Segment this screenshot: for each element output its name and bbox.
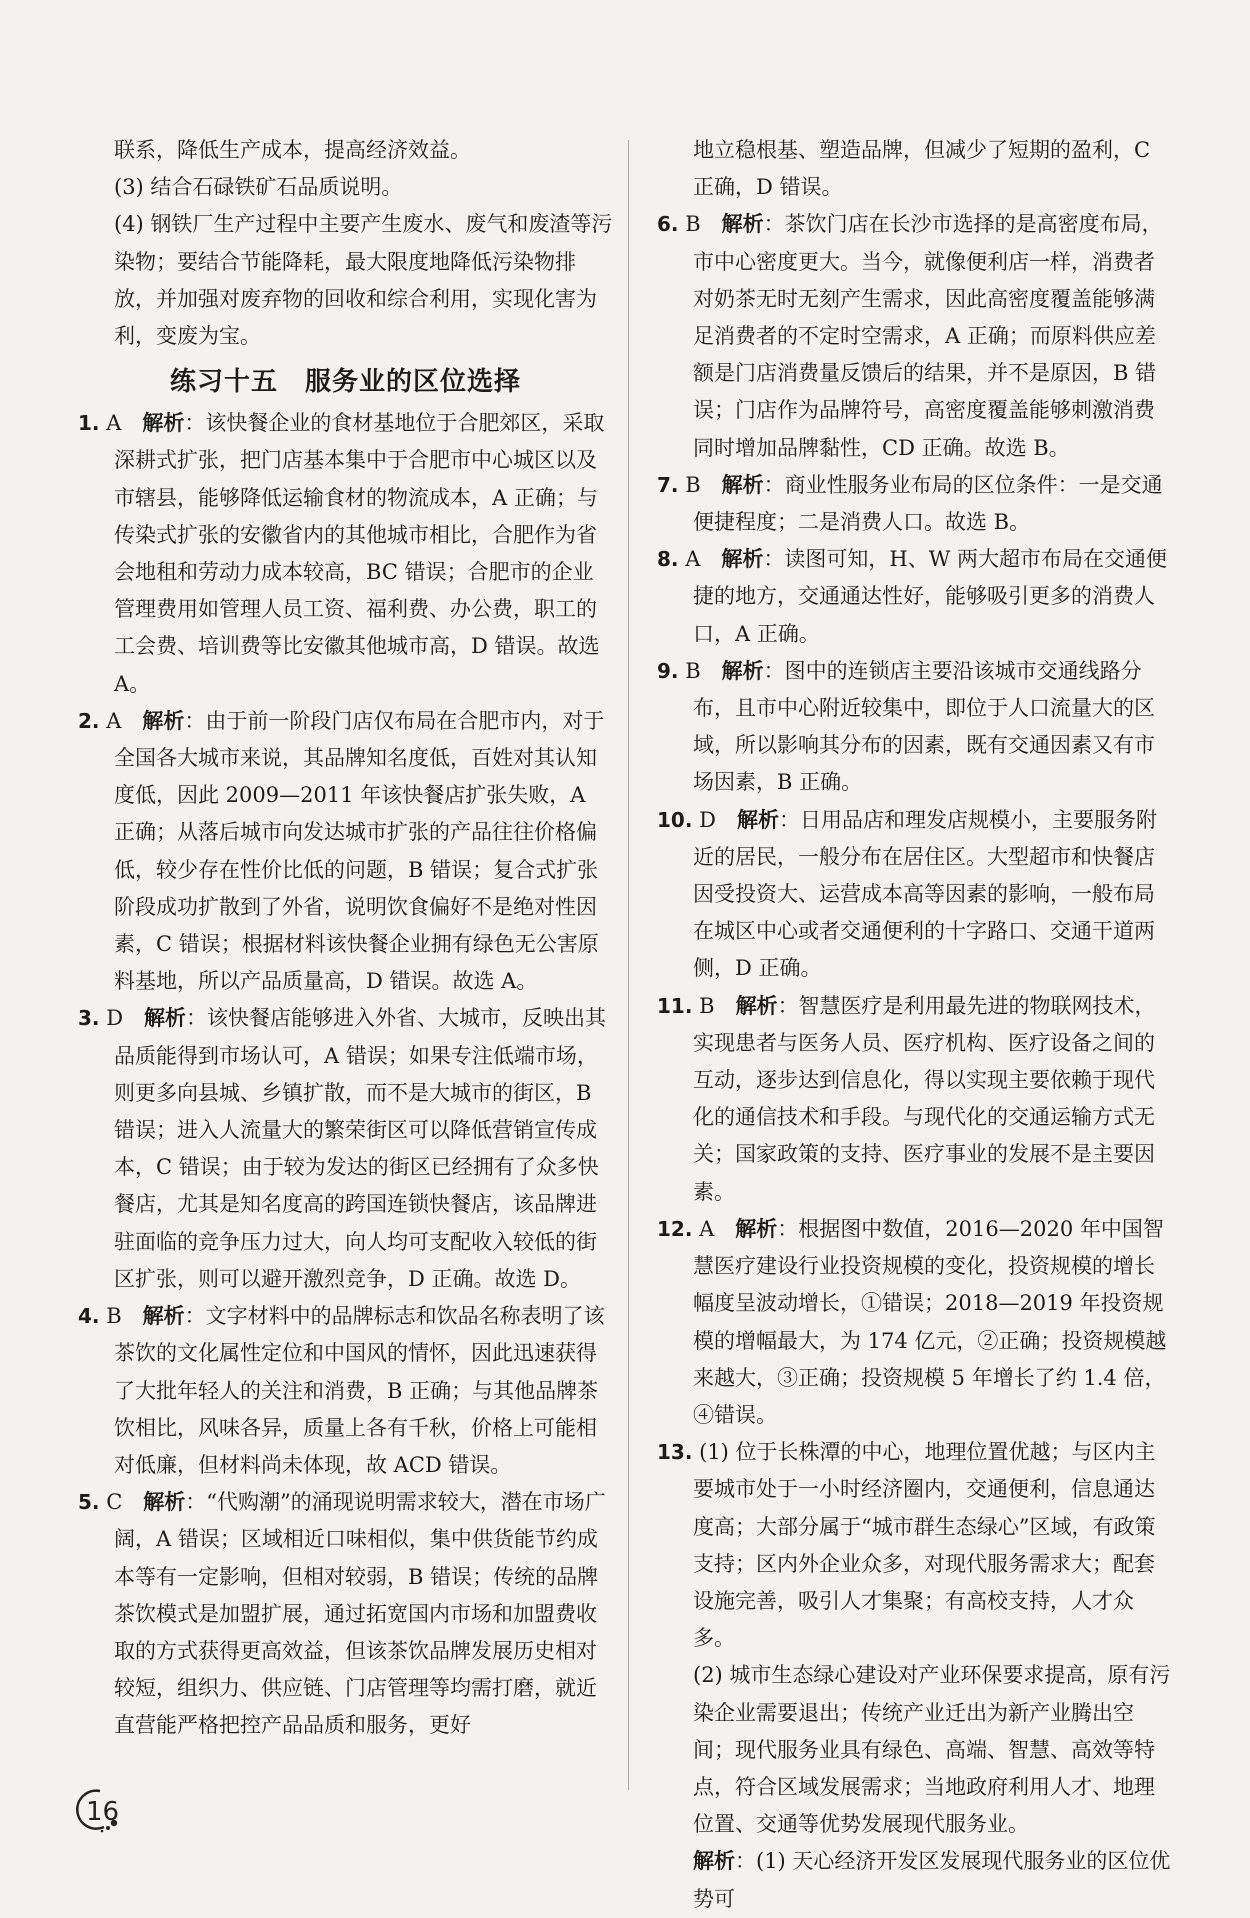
answer-9 <box>657 653 1175 802</box>
question-number: 1. <box>78 411 100 436</box>
answer-7 <box>657 467 1175 541</box>
question-number: 7. <box>657 472 679 497</box>
answer-letter: B <box>106 1304 122 1329</box>
answer-11 <box>657 988 1175 1211</box>
left-column <box>78 132 613 1745</box>
answer-letter: B <box>685 658 701 683</box>
question-number: 13. <box>657 1440 693 1465</box>
analysis-label: 解析 <box>142 708 185 733</box>
answer-13 <box>657 1434 1175 1657</box>
question-number: 10. <box>657 807 693 832</box>
solution-note <box>657 1843 1175 1917</box>
question-number: 12. <box>657 1216 693 1241</box>
question-number: 3. <box>78 1006 100 1031</box>
analysis-label: 解析 <box>143 1490 186 1515</box>
analysis-text: ：智慧医疗是利用最先进的物联网技术，实现患者与医务人员、医疗机构、医疗设备之间的互动，逐步达到信息化，得以实现主要依赖于现代化的通信技术和手段。与现代化的交通运输方式无关；国家政策的支持、医疗事业的发展不是主要因素。 <box>693 993 1156 1204</box>
analysis-label: 解析 <box>735 1216 778 1241</box>
answer-continuation: 联系，降低生产成本，提高经济效益。 <box>114 138 471 162</box>
answer-10 <box>657 802 1175 988</box>
answer-sub-4: (4) 钢铁厂生产过程中主要产生废水、废气和废渣等污染物；要结合节能降耗，最大限度地降低污染物排放，并加强对废弃物的回收和综合利用，实现化害为利，变废为宝。 <box>114 212 613 349</box>
analysis-text: ：由于前一阶段门店仅布局在合肥市内，对于全国各大城市来说，其品牌知名度低，百姓对其认知度低，因此 2009—2011 年该快餐店扩张失败，A 正确；从落后城市向发达城市扩张的产品往往价格偏低，较少存在性价比低的问题，B 错误；复合式扩张阶段成功扩散到了外省，说明饮食偏好不是绝对性因素，C 错误；根据材料该快餐企业拥有绿色无公害原料基地，所以产品质量高，D 错误。故选 A。 <box>114 708 605 994</box>
analysis-text: ：该快餐企业的食材基地位于合肥郊区，采取深耕式扩张，把门店基本集中于合肥市中心城区以及市辖县，能够降低运输食材的物流成本，A 正确；与传染式扩张的安徽省内的其他城市相比，合肥作为省会地租和劳动力成本较高，BC 错误；合肥市的企业管理费用如管理人员工资、福利费、办公费，职工的工会费、培训费等比安徽其他城市高，D 错误。故选 A。 <box>114 411 605 696</box>
analysis-text: ：文字材料中的品牌标志和饮品名称表明了该茶饮的文化属性定位和中国风的情怀，因此迅速获得了大批年轻人的关注和消费，B 正确；与其他品牌茶饮相比，风味各异，质量上各有千秋，价格上可能相对低廉，但材料尚未体现，故 ACD 错误。 <box>114 1304 605 1477</box>
analysis-text: ：图中的连锁店主要沿该城市交通线路分布，且市中心附近较集中，即位于人口流量大的区域，所以影响其分布的因素，既有交通因素又有市场因素，B 正确。 <box>693 658 1155 795</box>
question-number: 5. <box>78 1490 100 1515</box>
analysis-label: 解析 <box>721 658 764 683</box>
analysis-text: ：读图可知，H、W 两大超市布局在交通便捷的地方，交通通达性好，能够吸引更多的消费人口，A 正确。 <box>693 547 1167 646</box>
answer-letter: D <box>106 1006 124 1031</box>
answer-4 <box>78 1298 613 1484</box>
question-number: 8. <box>657 547 679 572</box>
column-divider <box>628 140 629 1790</box>
analysis-label: 解析 <box>721 212 764 237</box>
page-number-badge <box>70 1787 128 1833</box>
answer-letter: D <box>699 807 716 832</box>
answer-1 <box>78 405 613 703</box>
answer-letter: A <box>699 1216 715 1241</box>
analysis-label: 解析 <box>693 1849 735 1874</box>
answer-5-continuation: 地立稳根基、塑造品牌，但减少了短期的盈利，C 正确，D 错误。 <box>693 138 1151 200</box>
analysis-label: 解析 <box>736 807 779 832</box>
analysis-label: 解析 <box>721 472 764 497</box>
question-number: 2. <box>78 708 100 733</box>
analysis-label: 解析 <box>721 547 764 572</box>
analysis-label: 解析 <box>735 993 778 1018</box>
answer-letter: B <box>685 212 701 237</box>
answer-3 <box>78 1000 613 1298</box>
answer-letter: A <box>685 547 701 572</box>
analysis-text: ：(1) 天心经济开发区发展现代服务业的区位优势可 <box>693 1849 1171 1911</box>
answer-letter: A <box>106 411 122 436</box>
answer-5 <box>78 1484 613 1744</box>
analysis-text: ：日用品店和理发店规模小，主要服务附近的居民，一般分布在居住区。大型超市和快餐店因受投资大、运营成本高等因素的影响，一般布局在城区中心或者交通便利的十字路口、交通干道两侧，D 正确。 <box>693 807 1157 981</box>
answer-6 <box>657 206 1175 466</box>
question-number: 11. <box>657 993 693 1018</box>
analysis-label: 解析 <box>142 1304 185 1329</box>
answer-letter: B <box>685 472 701 497</box>
question-number: 4. <box>78 1304 100 1329</box>
question-number: 6. <box>657 212 679 237</box>
answer-13-part-2: (2) 城市生态绿心建设对产业环保要求提高，原有污染企业需要退出；传统产业迁出为新产业腾出空间；现代服务业具有绿色、高端、智慧、高效等特点，符合区域发展需求；当地政府利用人才、地理位置、交通等优势发展现代服务业。 <box>693 1663 1171 1837</box>
answer-text: (1) 位于长株潭的中心，地理位置优越；与区内主要城市处于一小时经济圈内，交通便利，信息通达度高；大部分属于“城市群生态绿心”区域，有政策支持；区内外企业众多，对现代服务需求大；配套设施完善，吸引人才集聚；有高校支持，人才众多。 <box>693 1440 1156 1651</box>
page-number: 16 <box>86 1797 120 1827</box>
analysis-label: 解析 <box>144 1006 187 1031</box>
answer-letter: B <box>699 993 715 1018</box>
answer-sub-3: (3) 结合石碌铁矿石品质说明。 <box>114 175 403 200</box>
answer-12 <box>657 1211 1175 1434</box>
analysis-label: 解析 <box>142 411 185 436</box>
analysis-text: ：“代购潮”的涌现说明需求较大，潜在市场广阔，A 错误；区域相近口味相似，集中供货能节约成本等有一定影响，但相对较弱，B 错误；传统的品牌茶饮模式是加盟扩展，通过拓宽国内市场和加盟费收取的方式获得更高效益，但该茶饮品牌发展历史相对较短，组织力、供应链、门店管理等均需打磨，就近直营能严格把控产品品质和服务，更好 <box>114 1490 606 1738</box>
analysis-text: ：该快餐店能够进入外省、大城市，反映出其品质能得到市场认可，A 错误；如果专注低端市场，则更多向县城、乡镇扩散，而不是大城市的街区，B 错误；进入人流量大的繁荣街区可以降低营销宣传成本，C 错误；由于较为发达的街区已经拥有了众多快餐店，尤其是知名度高的跨国连锁快餐店，该品牌进驻面临的竞争压力过大，向人均可支配收入较低的街区扩张，则可以避开激烈竞争，D 正确。故选 D。 <box>114 1006 607 1291</box>
analysis-text: ：根据图中数值，2016—2020 年中国智慧医疗建设行业投资规模的变化，投资规模的增长幅度呈波动增长，①错误；2018—2019 年投资规模的增幅最大，为 174 亿元，②正确；投资规模越来越大，③正确；投资规模 5 年增长了约 1.4 倍，④错误。 <box>693 1216 1167 1427</box>
analysis-text: ：茶饮门店在长沙市选择的是高密度布局，市中心密度更大。当今，就像便利店一样，消费者对奶茶无时无刻产生需求，因此高密度覆盖能够满足消费者的不定时空需求，A 正确；而原料供应差额是门店消费量反馈后的结果，并不是原因，B 错误；门店作为品牌符号，高密度覆盖能够刺激消费同时增加品牌黏性，CD 正确。故选 B。 <box>693 212 1163 460</box>
right-column <box>657 132 1175 1918</box>
answer-8 <box>657 541 1175 653</box>
answer-letter: C <box>106 1490 123 1515</box>
answer-letter: A <box>106 708 122 733</box>
analysis-text: ：商业性服务业布局的区位条件：一是交通便捷程度；二是消费人口。故选 B。 <box>693 472 1163 535</box>
answer-2 <box>78 703 613 1001</box>
section-heading: 练习十五 服务业的区位选择 <box>169 367 521 398</box>
question-number: 9. <box>657 658 679 683</box>
